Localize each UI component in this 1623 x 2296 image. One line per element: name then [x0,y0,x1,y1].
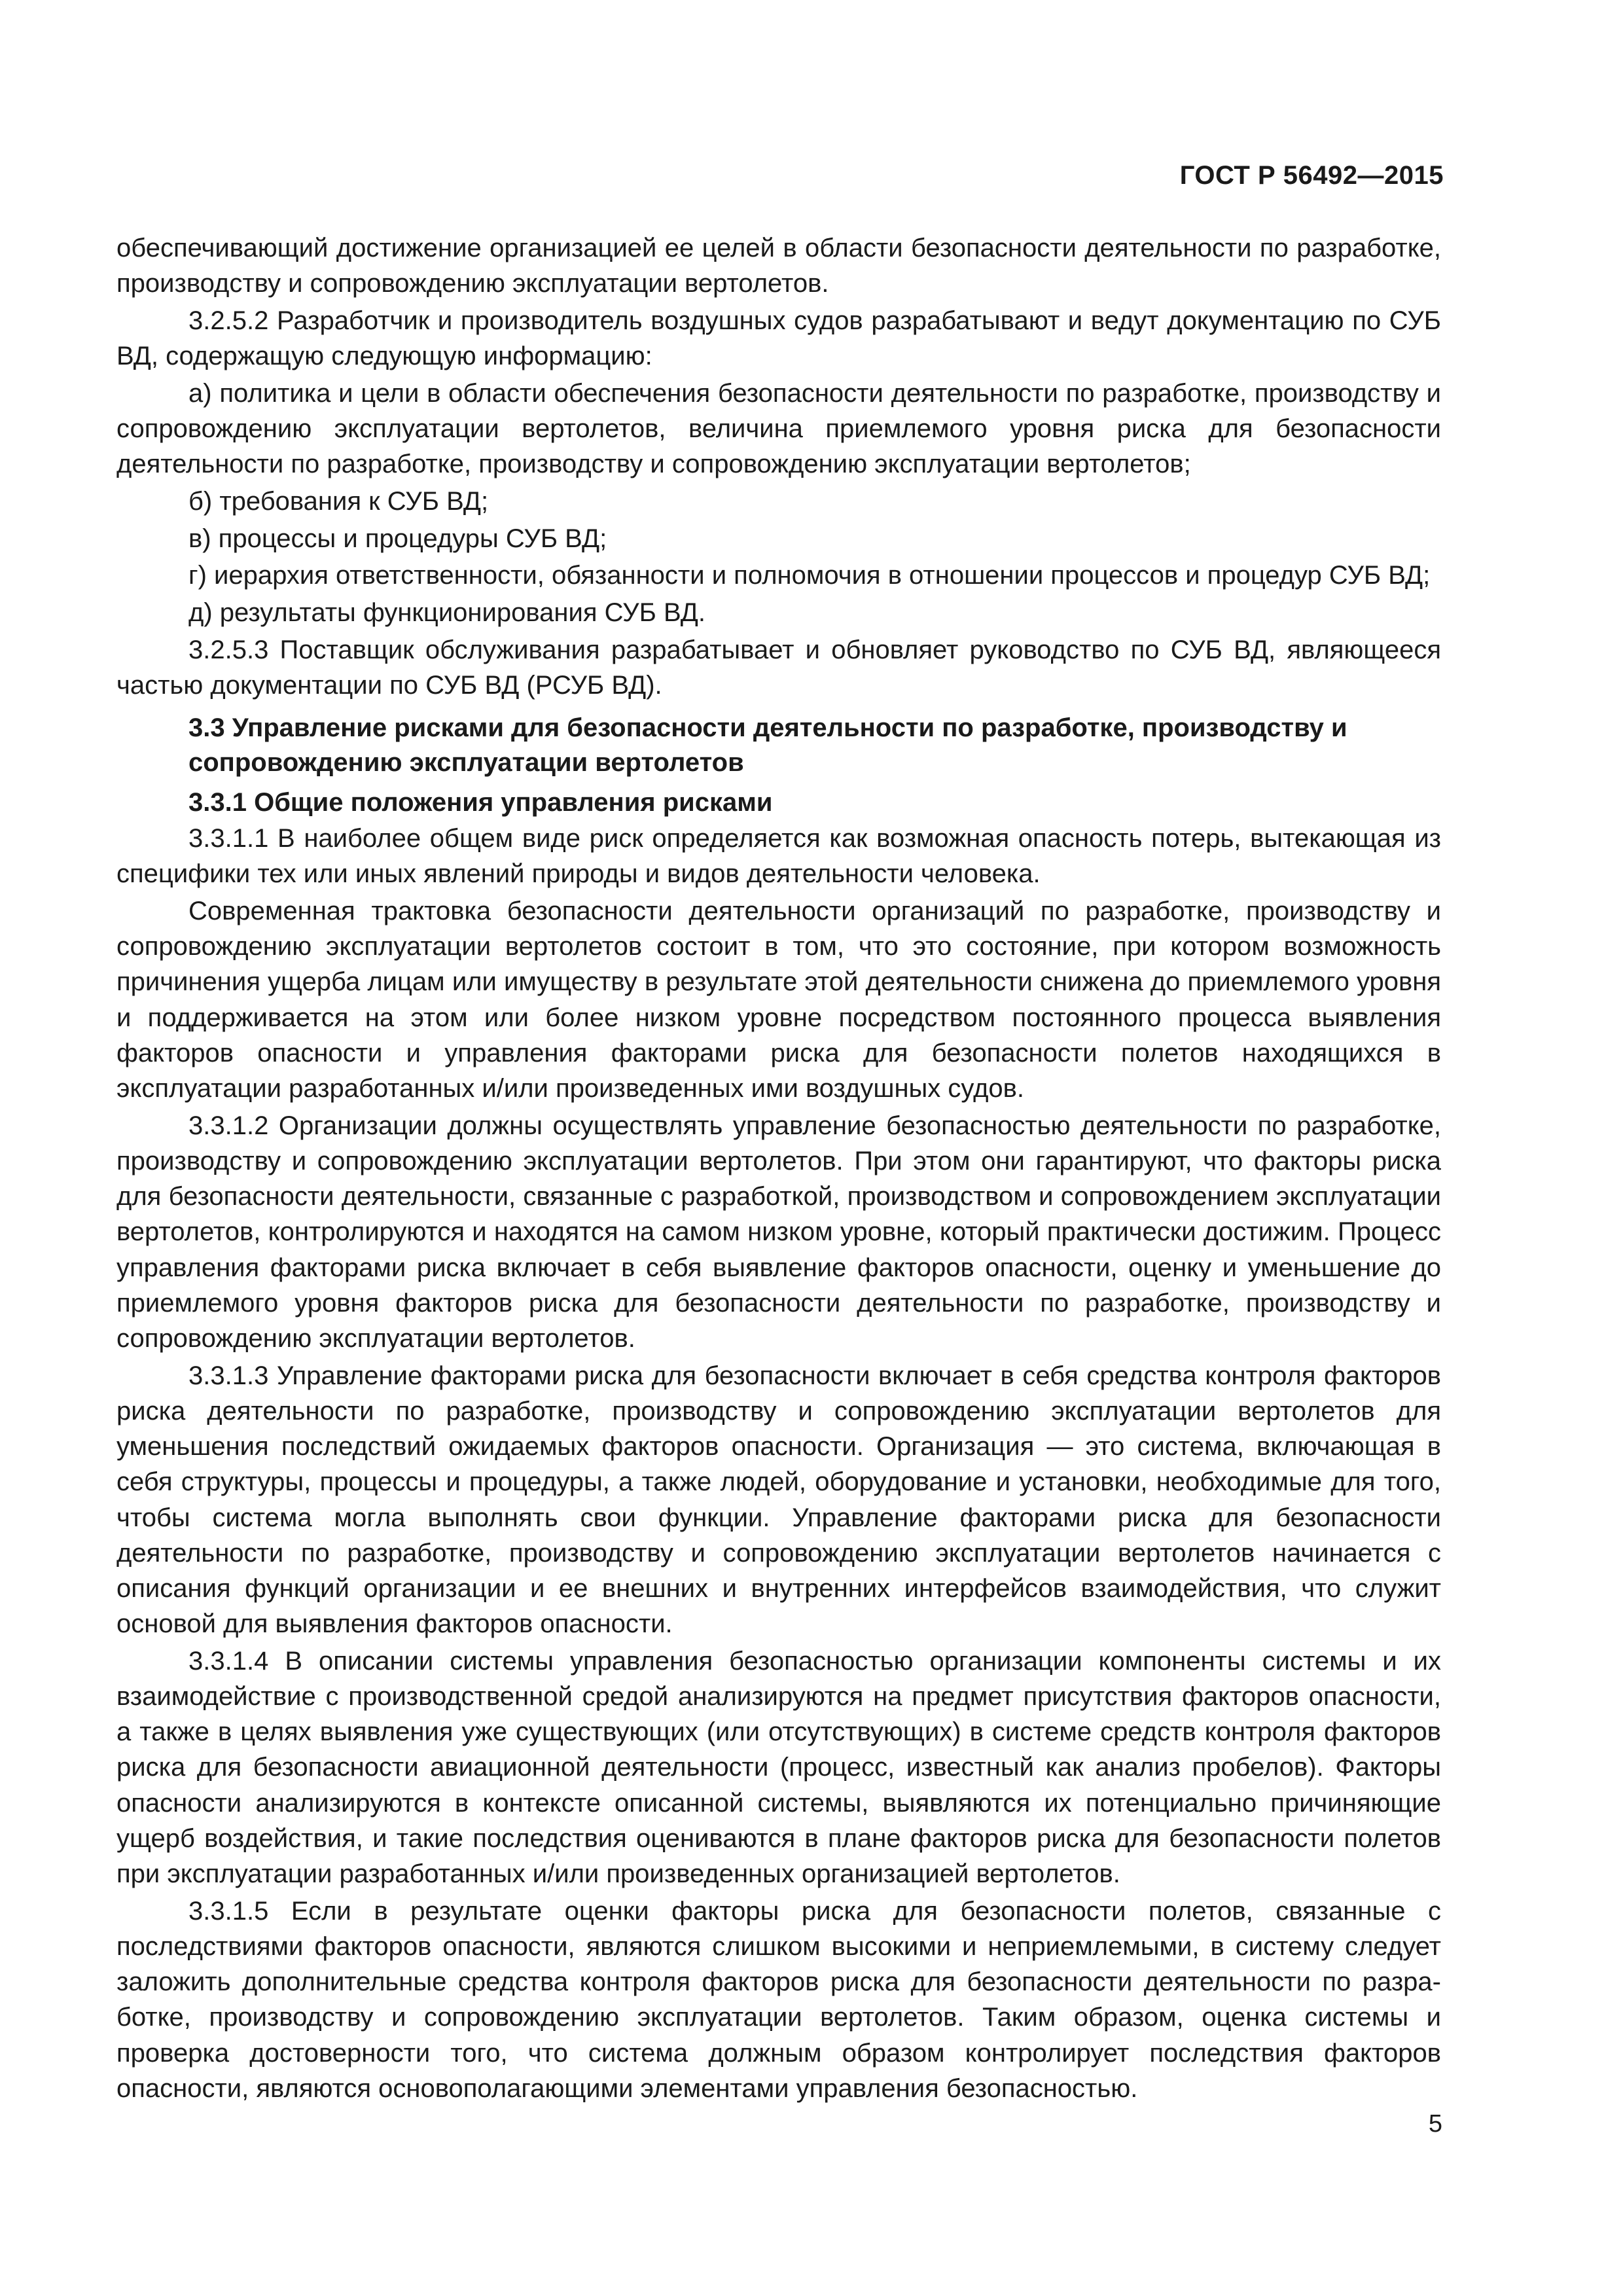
document-body [116,230,1441,2108]
document-code-header: ГОСТ Р 56492—2015 [1179,161,1444,190]
paragraph-3-3-1-2: 3.3.1.2 Организации должны осуществлять управление безопасностью деятельности по разработке, производству и сопровождению эксплуатации вертолетов. При этом они гарантируют, что факторы риска для безопасности деятельности, связанные с разработкой, производством и сопровождением эксплуатации вертолетов, контролируются и находятся на самом низком уровне, который практически достижим. Процесс управления факторами риска включает в себя выявление факторов опасности, оценку и уменьшение до приемлемого уровня факторов риска для безопасности деятельности по разработке, производству и сопровождению эксплуатации вертолетов. [116,1111,1441,1353]
paragraph-3-2-5-3: 3.2.5.3 Поставщик обслуживания разрабатывает и обновляет руководство по СУБ ВД, являющееся частью документации по СУБ ВД (РСУБ ВД). [116,635,1441,700]
paragraph-3-3-1-3: 3.3.1.3 Управление факторами риска для безопасности включает в себя средства контроля факторов риска деятельности по разработке, производству и сопровождению эксплуатации вертолетов для уменьшения последствий ожидаемых факторов опасности. Организация — это система, включающая в себя структуры, процессы и процедуры, а также людей, оборудование и установки, необходимые для того, чтобы система могла выполнять свои функции. Управление факторами риска для безопасности деятельности по разработке, производству и сопровождению эксплуатации вертолетов начинается с описания функций организации и ее внешних и внутренних интерфейсов взаимодействия, что служит основой для выявления факторов опасности. [116,1361,1441,1639]
section-heading-3-3: 3.3 Управление рисками для безопасности деятельности по разработке, производству и сопровождению эксплуатации вертолетов [188,713,1347,778]
subsection-heading-3-3-1: 3.3.1 Общие положения управления рисками [188,788,773,817]
paragraph-3-2-5-2: 3.2.5.2 Разработчик и производитель воздушных судов разрабатывают и ведут документацию по СУБ ВД, содержащую следующую информацию: [116,306,1441,371]
paragraph-3-3-1-4: 3.3.1.4 В описании системы управления безопасностью организации компоненты системы и их взаимодействие с производственной средой анализируются на предмет присутствия факторов опасности, а также в целях выявления уже существующих (или отсутствующих) в системе средств контроля факторов риска для безопасности авиационной деятельности (процесс, известный как анализ пробелов). Факторы опасности анализируются в контексте описанной системы, выявляются их потенциально причиняющие ущерб воздействия, и такие последствия оцениваются в плане факторов риска для безопасности полетов при эксплуатации разработанных и/или произведенных организацией вертолетов. [116,1646,1441,1889]
list-item-g: г) иерархия ответственности, обязанности и полномочия в отношении процессов и процедур СУБ ВД; [188,561,1431,590]
page-number: 5 [1428,2110,1442,2138]
paragraph-modern-interpretation: Современная трактовка безопасности деятельности организаций по разработке, производству и сопровождению эксплуатации вертолетов состоит в том, что это состояние, при котором возможность причинения ущерба лицам или имуществу в результате этой деятельности снижена до приемлемого уровня и поддерживается на этом или более низком уровне посредством постоянного процесса выявления факторов опасности и управления факторами риска для безопасности полетов находящихся в эксплуатации разработанных и/или произведенных ими воздушных судов. [116,897,1441,1103]
paragraph-3-3-1-1: 3.3.1.1 В наиболее общем виде риск определяется как возможная опасность потерь, вытекающая из специфики тех или иных явлений природы и видов деятельности человека. [116,824,1441,889]
paragraph-3-3-1-5: 3.3.1.5 Если в результате оценки факторы риска для безопасности полетов, связанные с последствиями факторов опасности, являются слишком высокими и неприемлемыми, в систему следует заложить дополнительные средства контроля факторов риска для безопасности деятельности по разработке, производству и сопровождению эксплуатации вертолетов. Таким образом, оценка системы и проверка достоверности того, что система должным образом контролирует последствия факторов опасности, являются основополагающими элементами управления безопасностью. [116,1896,1441,2103]
list-item-v: в) процессы и процедуры СУБ ВД; [188,524,607,553]
paragraph-continuation: обеспечивающий достижение организацией ее целей в области безопасности деятельности по разработке, производству и сопровождению эксплуатации вертолетов. [116,234,1441,298]
list-item-a: а) политика и цели в области обеспечения безопасности деятельности по разработке, производству и сопровождению эксплуатации вертолетов, величина приемлемого уровня риска для безопасности деятельности по разработке, производству и сопровождению эксплуатации вертолетов; [116,378,1441,479]
list-item-b: б) требования к СУБ ВД; [188,486,489,516]
list-item-d: д) результаты функционирования СУБ ВД. [188,598,705,628]
